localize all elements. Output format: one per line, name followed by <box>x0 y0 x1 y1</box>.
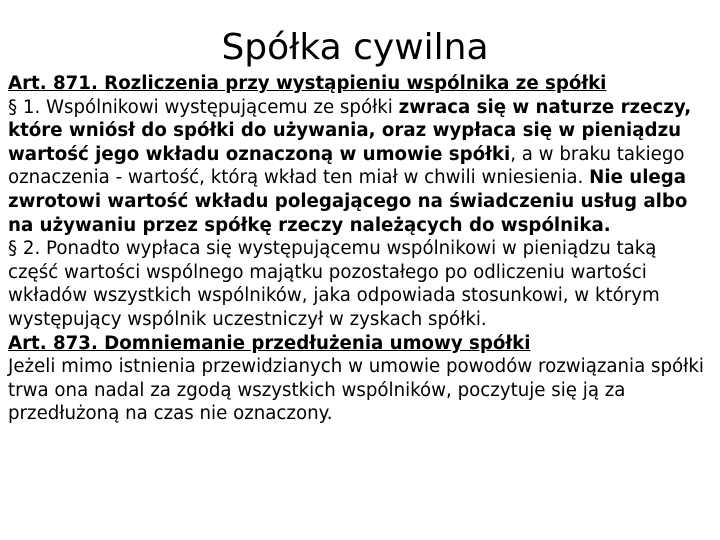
art-871-p1-return-rule: zwraca się w naturze rzeczy, które wniósł do spółki do używania, oraz wypłaca się w pieniądzu wartość jego wkładu oznaczoną w umowie spółki <box>8 96 692 165</box>
art-871-p1-exclusion: Nie ulega zwrotowi wartość wkładu polegającego na świadczeniu usług albo na używaniu przez spółkę rzeczy należących do wspólnika. <box>8 167 688 236</box>
art-871-p1-intro: § 1. Wspólnikowi występującemu ze spółki <box>8 96 399 118</box>
art-873-paragraph: Jeżeli mimo istnienia przewidzianych w umowie powodów rozwiązania spółki trwa ona nadal za zgodą wszystkich wspólników, poczytuje się ją za przedłużoną na czas nie oznaczony. <box>8 356 704 425</box>
art-871-p1-valuation: , a w braku takiego oznaczenia - wartość, którą wkład ten miał w chwili wniesienia. <box>8 143 685 189</box>
slide-content <box>8 72 712 426</box>
art-871-heading: Art. 871. Rozliczenia przy wystąpieniu wspólnika ze spółki <box>8 73 607 94</box>
art-871-paragraph-2: § 2. Ponadto wypłaca się występującemu wspólnikowi w pieniądzu taką część wartości wspólnego majątku pozostałego po odliczeniu wartości wkładów wszystkich wspólników, jaka odpowiada stosunkowi, w którym występujący wspólnik uczestniczył w zyskach spółki. <box>8 238 660 330</box>
slide-title: Spółka cywilna <box>221 27 489 68</box>
art-871-paragraph-1 <box>8 96 712 238</box>
art-873-heading: Art. 873. Domniemanie przedłużenia umowy spółki <box>8 332 531 354</box>
